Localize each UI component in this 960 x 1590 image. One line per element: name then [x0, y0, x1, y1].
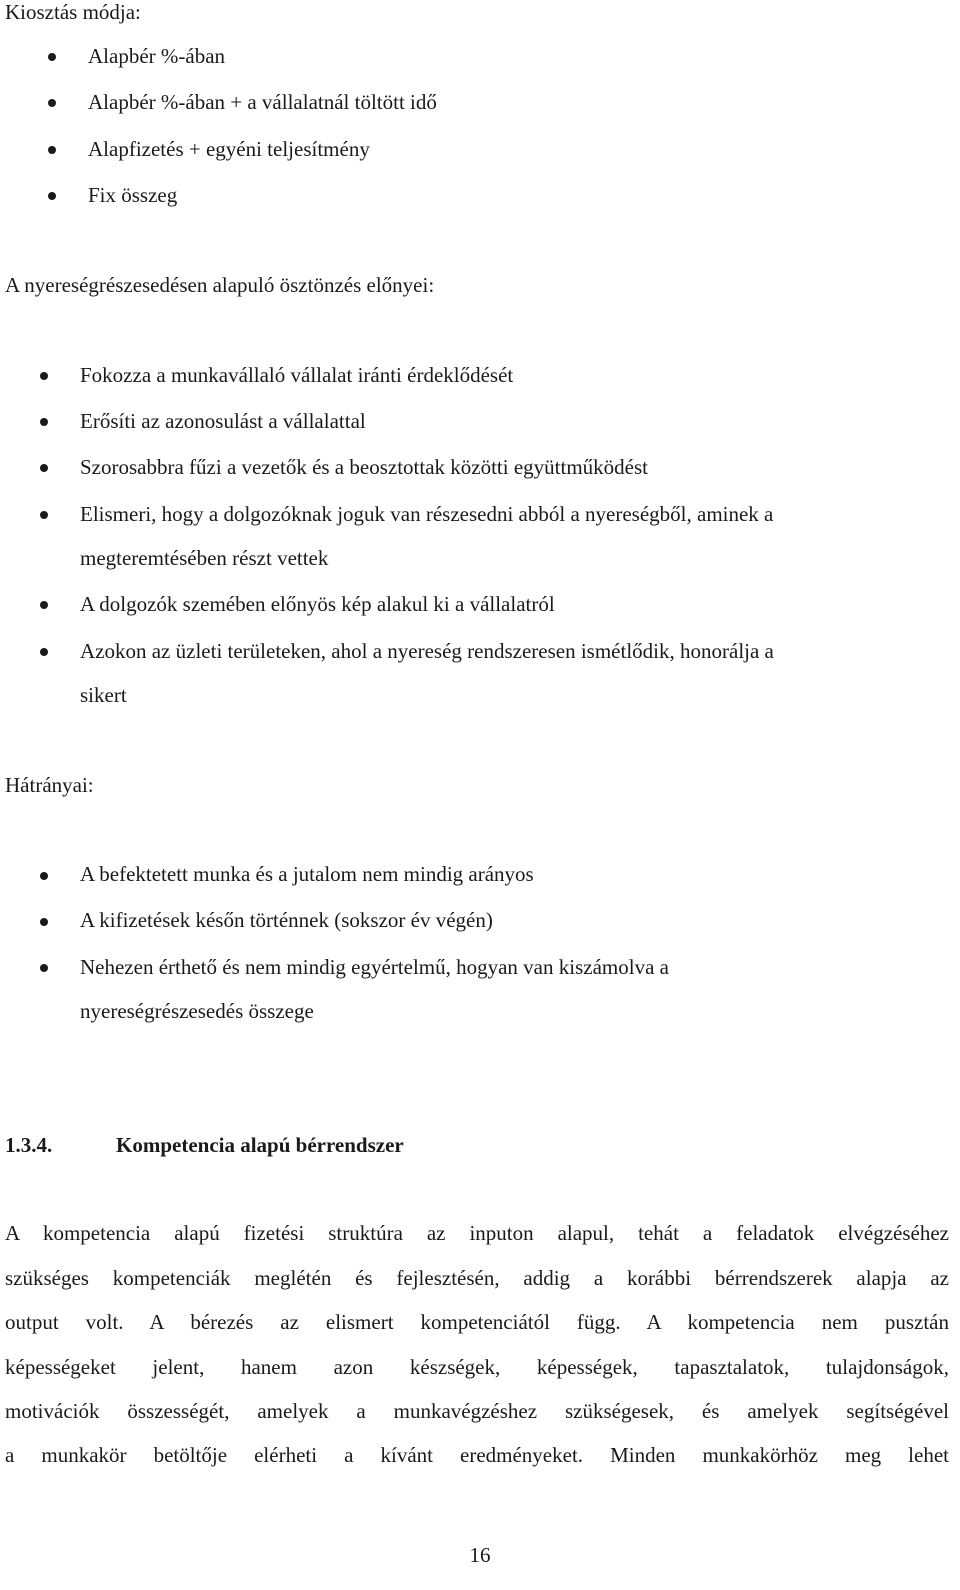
- paragraph-line: szükséges kompetenciák meglétén és fejlesztésén, addig a korábbi bérrendszerek alapja az: [5, 1266, 949, 1290]
- bullet-icon: [40, 872, 48, 880]
- list-item: Azokon az üzleti területeken, ahol a nyereség rendszeresen ismétlődik, honorálja a: [80, 639, 774, 663]
- bullet-icon: [48, 146, 56, 154]
- bullet-icon: [40, 511, 48, 519]
- bullet-icon: [40, 418, 48, 426]
- bullet-icon: [40, 918, 48, 926]
- paragraph-line: A kompetencia alapú fizetési struktúra az inputon alapul, tehát a feladatok elvégzéséhez: [5, 1221, 949, 1245]
- list-item-continuation: nyereségrészesedés összege: [80, 999, 314, 1023]
- disadvantages-heading: Hátrányai:: [5, 773, 94, 797]
- list-item: Alapbér %-ában: [88, 44, 226, 68]
- section-title: Kompetencia alapú bérrendszer: [116, 1133, 404, 1157]
- page-number: 16: [469, 1543, 491, 1567]
- paragraph-line: motivációk összességét, amelyek a munkavégzéshez szükségesek, és amelyek segítségével: [5, 1399, 949, 1423]
- list-item: Alapfizetés + egyéni teljesítmény: [88, 137, 370, 161]
- advantages-heading: A nyereségrészesedésen alapuló ösztönzés előnyei:: [5, 273, 435, 297]
- list-item: Nehezen érthető és nem mindig egyértelmű, hogyan van kiszámolva a: [80, 955, 669, 979]
- list-item: A befektetett munka és a jutalom nem mindig arányos: [80, 862, 534, 886]
- list-item: Fokozza a munkavállaló vállalat iránti érdeklődését: [80, 363, 514, 387]
- list-item: Szorosabbra fűzi a vezetők és a beosztottak közötti együttműködést: [80, 455, 648, 479]
- bullet-icon: [40, 464, 48, 472]
- list-item: Alapbér %-ában + a vállalatnál töltött idő: [88, 90, 437, 114]
- bullet-icon: [40, 372, 48, 380]
- bullet-icon: [40, 964, 48, 972]
- list-item-continuation: megteremtésében részt vettek: [80, 546, 329, 570]
- bullet-icon: [48, 53, 56, 61]
- list-item-continuation: sikert: [80, 683, 127, 707]
- section-heading: [5, 1133, 404, 1158]
- list-item: A dolgozók szemében előnyös kép alakul ki a vállalatról: [80, 592, 555, 616]
- list-item: Elismeri, hogy a dolgozóknak joguk van részesedni abból a nyereségből, aminek a: [80, 502, 774, 526]
- list-item: Fix összeg: [88, 183, 178, 207]
- paragraph-line: a munkakör betöltője elérheti a kívánt eredményeket. Minden munkakörhöz meg lehet: [5, 1443, 949, 1467]
- list-item: A kifizetések későn történnek (sokszor év végén): [80, 908, 493, 932]
- paragraph-line: output volt. A bérezés az elismert kompetenciától függ. A kompetencia nem pusztán: [5, 1310, 949, 1334]
- allocation-heading: Kiosztás módja:: [5, 0, 141, 24]
- bullet-icon: [40, 601, 48, 609]
- list-item: Erősíti az azonosulást a vállalattal: [80, 409, 366, 433]
- paragraph-line: képességeket jelent, hanem azon készségek, képességek, tapasztalatok, tulajdonságok,: [5, 1355, 949, 1379]
- bullet-icon: [48, 99, 56, 107]
- bullet-icon: [48, 192, 56, 200]
- section-number: 1.3.4.: [5, 1133, 53, 1157]
- bullet-icon: [40, 648, 48, 656]
